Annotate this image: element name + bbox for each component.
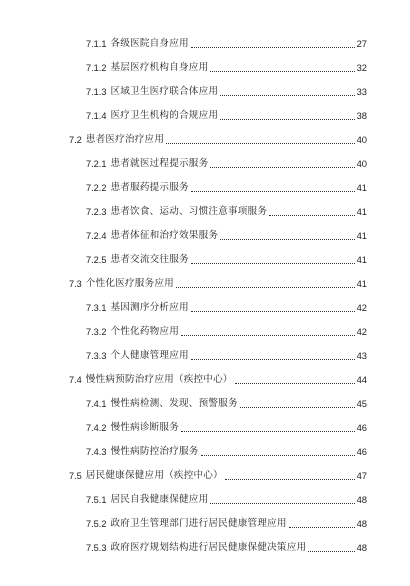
toc-title: 慢性病诊断服务 — [110, 422, 179, 433]
toc-entry-7-2-1[interactable] — [86, 156, 367, 172]
toc-entry-7-4-3[interactable] — [86, 444, 367, 460]
toc-leader-dots — [235, 383, 355, 384]
toc-entry-7-2-3[interactable] — [86, 204, 367, 220]
toc-number: 7.2.5 — [86, 255, 107, 265]
toc-number: 7.1.1 — [86, 39, 107, 49]
toc-title: 各级医院自身应用 — [110, 38, 189, 49]
toc-title: 患者就医过程提示服务 — [110, 158, 209, 169]
toc-entry-7-1-3[interactable] — [86, 84, 367, 100]
toc-number: 7.5.3 — [86, 543, 107, 553]
toc-title: 政府卫生管理部门进行居民健康管理应用 — [110, 518, 287, 529]
toc-title: 居民自我健康保健应用 — [110, 494, 209, 505]
toc-page-number: 40 — [356, 158, 367, 169]
toc-leader-dots — [269, 215, 354, 216]
toc-entry-7-4[interactable] — [69, 372, 367, 388]
toc-number: 7.4 — [69, 375, 82, 385]
toc-page-number: 41 — [356, 278, 367, 289]
toc-page-number: 46 — [356, 446, 367, 457]
toc-entry-7-3-3[interactable] — [86, 348, 367, 364]
toc-title: 慢性病检测、发现、预警服务 — [110, 398, 238, 409]
toc-page-number: 41 — [356, 206, 367, 217]
toc-entry-7-1-2[interactable] — [86, 60, 367, 76]
toc-page-number: 27 — [356, 38, 367, 49]
toc-title: 医疗卫生机构的合规应用 — [110, 110, 219, 121]
toc-page-number: 41 — [356, 182, 367, 193]
toc-title: 个性化药物应用 — [110, 326, 179, 337]
toc-leader-dots — [225, 479, 355, 480]
toc-page-number: 48 — [356, 518, 367, 529]
toc-number: 7.2.1 — [86, 159, 107, 169]
toc-number: 7.3.1 — [86, 303, 107, 313]
toc-number: 7.4.2 — [86, 423, 107, 433]
toc-entry-7-1-1[interactable] — [86, 36, 367, 52]
toc-entry-7-5[interactable] — [69, 468, 367, 484]
toc-title: 患者饮食、运动、习惯注意事项服务 — [110, 206, 268, 217]
toc-entry-7-2[interactable] — [69, 132, 367, 148]
toc-number: 7.5.2 — [86, 519, 107, 529]
toc-entry-7-5-2[interactable] — [86, 516, 367, 532]
toc-number: 7.4.3 — [86, 447, 107, 457]
toc-page-number: 44 — [356, 374, 367, 385]
toc-leader-dots — [181, 431, 355, 432]
toc-number: 7.1.4 — [86, 111, 107, 121]
toc-leader-dots — [220, 119, 354, 120]
toc-leader-dots — [191, 263, 355, 264]
toc-entry-7-4-2[interactable] — [86, 420, 367, 436]
toc-leader-dots — [308, 551, 354, 552]
toc-page-number: 45 — [356, 398, 367, 409]
toc-leader-dots — [220, 95, 354, 96]
toc-page-number: 33 — [356, 86, 367, 97]
toc-title: 个人健康管理应用 — [110, 350, 189, 361]
toc-title: 慢性病防控治疗服务 — [110, 446, 199, 457]
toc-number: 7.3.2 — [86, 327, 107, 337]
toc-number: 7.1.2 — [86, 63, 107, 73]
toc-title: 患者体征和治疗效果服务 — [110, 230, 219, 241]
toc-entry-7-3-1[interactable] — [86, 300, 367, 316]
toc-page-number: 43 — [356, 350, 367, 361]
toc-entry-7-2-5[interactable] — [86, 252, 367, 268]
toc-page-number: 42 — [356, 302, 367, 313]
toc-number: 7.4.1 — [86, 399, 107, 409]
toc-leader-dots — [191, 191, 355, 192]
toc-title: 患者服药提示服务 — [110, 182, 189, 193]
toc-page-number: 48 — [356, 494, 367, 505]
toc-leader-dots — [201, 455, 355, 456]
toc-title: 基层医疗机构自身应用 — [110, 62, 209, 73]
toc-page-number: 38 — [356, 110, 367, 121]
toc-page-number: 41 — [356, 230, 367, 241]
toc-title: 政府医疗规划结构进行居民健康保健决策应用 — [110, 542, 307, 553]
toc-leader-dots — [166, 143, 354, 144]
toc-leader-dots — [210, 167, 354, 168]
toc-page-number: 46 — [356, 422, 367, 433]
toc-leader-dots — [181, 335, 355, 336]
toc-number: 7.3.3 — [86, 351, 107, 361]
toc-number: 7.2 — [69, 135, 82, 145]
toc-number: 7.1.3 — [86, 87, 107, 97]
toc-entry-7-3-2[interactable] — [86, 324, 367, 340]
toc-leader-dots — [289, 527, 355, 528]
toc-title: 慢性病预防治疗应用（疾控中心） — [85, 374, 233, 385]
toc-title: 患者医疗治疗应用 — [85, 134, 165, 145]
toc-number: 7.5.1 — [86, 495, 107, 505]
toc-leader-dots — [191, 311, 355, 312]
toc-entry-7-5-1[interactable] — [86, 492, 367, 508]
toc-page-number: 41 — [356, 254, 367, 265]
toc-page-number: 47 — [356, 470, 367, 481]
toc-title: 基因测序分析应用 — [110, 302, 189, 313]
toc-page-number: 32 — [356, 62, 367, 73]
toc-leader-dots — [210, 71, 354, 72]
toc-entry-7-4-1[interactable] — [86, 396, 367, 412]
toc-page-number: 42 — [356, 326, 367, 337]
toc-entry-7-5-3[interactable] — [86, 540, 367, 556]
toc-number: 7.2.2 — [86, 183, 107, 193]
toc-page-number: 48 — [356, 542, 367, 553]
toc-title: 居民健康保健应用（疾控中心） — [85, 470, 223, 481]
toc-leader-dots — [176, 287, 355, 288]
toc-leader-dots — [191, 359, 355, 360]
toc-title: 区域卫生医疗联合体应用 — [110, 86, 219, 97]
toc-title: 个性化医疗服务应用 — [85, 278, 174, 289]
toc-page-number: 40 — [356, 134, 367, 145]
toc-leader-dots — [191, 47, 355, 48]
toc-leader-dots — [240, 407, 355, 408]
toc-entry-7-2-4[interactable] — [86, 228, 367, 244]
toc-leader-dots — [210, 503, 354, 504]
toc-entry-7-2-2[interactable] — [86, 180, 367, 196]
toc-entry-7-1-4[interactable] — [86, 108, 367, 124]
toc-number: 7.3 — [69, 279, 82, 289]
toc-number: 7.5 — [69, 471, 82, 481]
toc-entry-7-3[interactable] — [69, 276, 367, 292]
toc-leader-dots — [220, 239, 354, 240]
toc-number: 7.2.3 — [86, 207, 107, 217]
toc-number: 7.2.4 — [86, 231, 107, 241]
toc-title: 患者交流交往服务 — [110, 254, 189, 265]
